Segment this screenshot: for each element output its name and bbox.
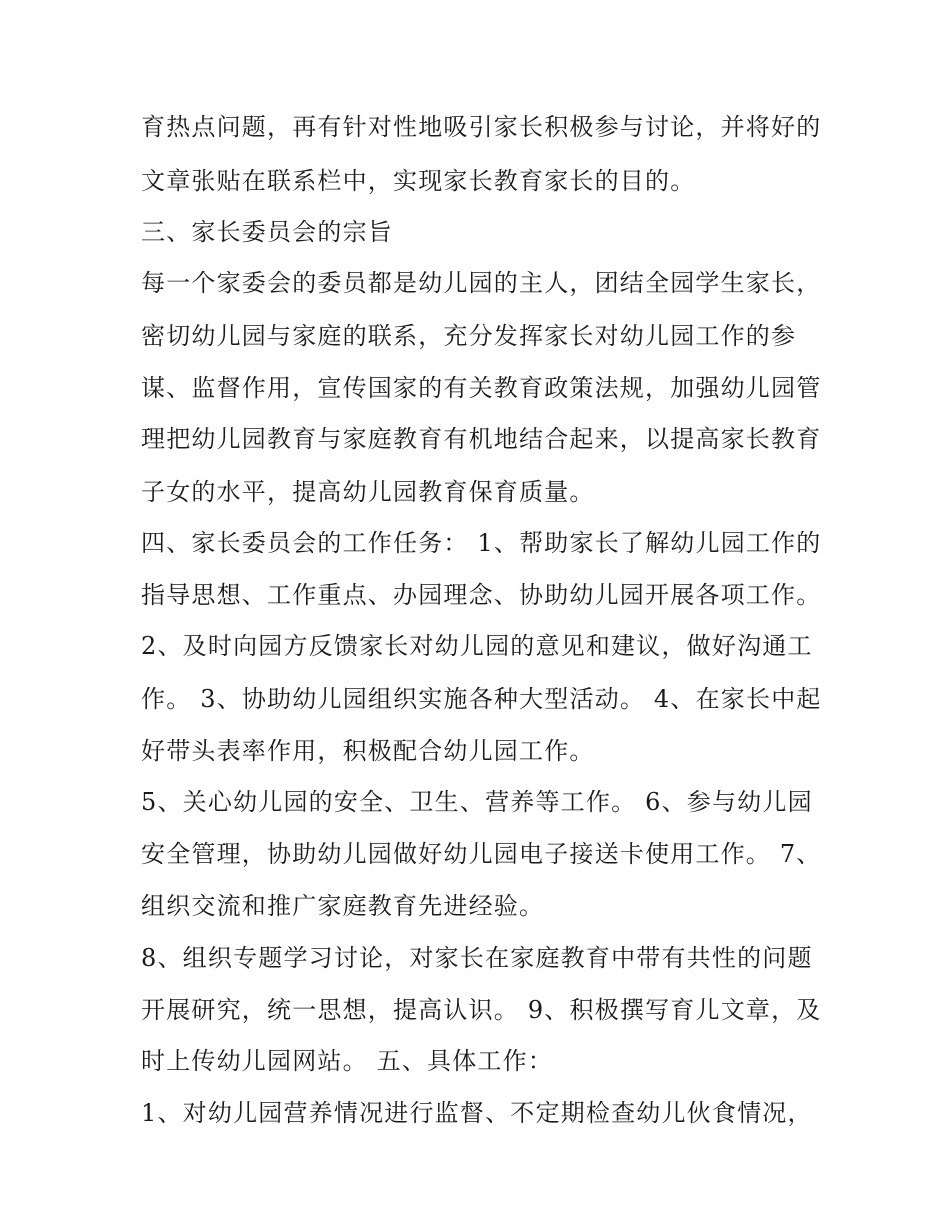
text-line: 作。 3、协助幼儿园组织实施各种大型活动。 4、在家长中起 (141, 685, 822, 713)
text-line: 2、及时向园方反馈家长对幼儿园的意见和建议，做好沟通工 (141, 632, 813, 660)
text-line: 安全管理，协助幼儿园做好幼儿园电子接送卡使用工作。 7、 (141, 840, 822, 868)
text-line: 5、关心幼儿园的安全、卫生、营养等工作。 6、参与幼儿园 (141, 788, 813, 816)
text-line: 开展研究，统一思想，提高认识。 9、积极撰写育儿文章，及 (141, 996, 822, 1024)
text-line: 好带头表率作用，积极配合幼儿园工作。 (141, 737, 595, 765)
text-line: 1、对幼儿园营养情况进行监督、不定期检查幼儿伙食情况， (141, 1099, 813, 1127)
text-line: 育热点问题，再有针对性地吸引家长积极参与讨论，并将好的 (141, 113, 822, 141)
text-line: 8、组织专题学习讨论，对家长在家庭教育中带有共性的问题 (141, 944, 813, 972)
text-line: 时上传幼儿园网站。 五、具体工作： (141, 1047, 554, 1075)
text-line: 四、家长委员会的工作任务： 1、帮助家长了解幼儿园工作的 (141, 529, 822, 557)
text-line: 理把幼儿园教育与家庭教育有机地结合起来，以提高家长教育 (141, 425, 822, 453)
text-line: 每一个家委会的委员都是幼儿园的主人，团结全园学生家长， (141, 269, 822, 297)
section-heading: 三、家长委员会的宗旨 (141, 218, 393, 246)
text-line: 谋、监督作用，宣传国家的有关教育政策法规，加强幼儿园管 (141, 374, 822, 402)
text-line: 密切幼儿园与家庭的联系，充分发挥家长对幼儿园工作的参 (141, 322, 797, 350)
text-line: 文章张贴在联系栏中，实现家长教育家长的目的。 (141, 167, 696, 195)
text-line: 指导思想、工作重点、办园理念、协助幼儿园开展各项工作。 (141, 581, 822, 609)
text-line: 子女的水平，提高幼儿园教育保育质量。 (141, 478, 595, 506)
text-line: 组织交流和推广家庭教育先进经验。 (141, 892, 545, 920)
